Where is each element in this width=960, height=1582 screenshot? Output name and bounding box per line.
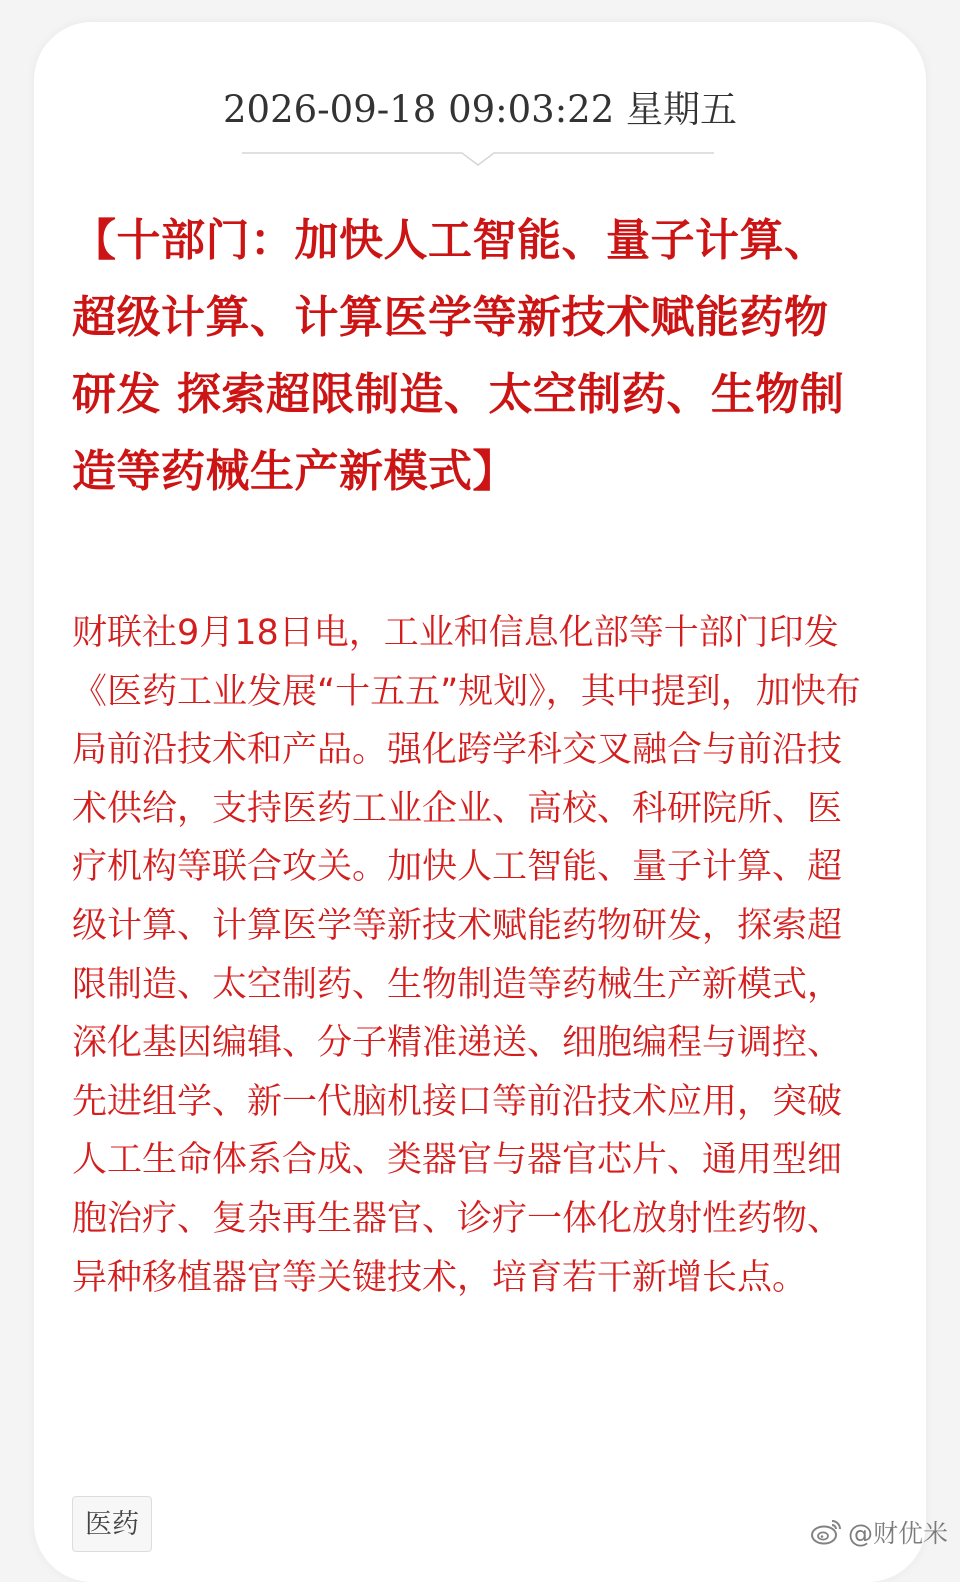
article-headline: 【十部门：加快人工智能、量子计算、超级计算、计算医学等新技术赋能药物研发 探索超限制造、太空制药、生物制造等药械生产新模式】 (72, 215, 845, 497)
watermark (810, 1514, 948, 1550)
tag-badge[interactable]: 医药 (72, 1496, 152, 1552)
timestamp-divider (242, 152, 714, 166)
publish-timestamp: 2026-09-18 09:03:22 星期五 (222, 88, 738, 131)
watermark-text: @财优米 (847, 1519, 948, 1548)
weibo-icon (810, 1518, 842, 1546)
article-body: 财联社9月18日电，工业和信息化部等十部门印发《医药工业发展“十五五”规划》，其中提到，加快布局前沿技术和产品。强化跨学科交叉融合与前沿技术供给，支持医药工业企业、高校、科研院所、医疗机构等联合攻关。加快人工智能、量子计算、超级计算、计算医学等新技术赋能药物研发，探索超限制造、太空制药、生物制造等药械生产新模式，深化基因编辑、分子精准递送、细胞编程与调控、先进组学、新一代脑机接口等前沿技术应用，突破人工生命体系合成、类器官与器官芯片、通用型细胞治疗、复杂再生器官、诊疗一体化放射性药物、异种移植器官等关键技术，培育若干新增长点。 (72, 613, 861, 1298)
